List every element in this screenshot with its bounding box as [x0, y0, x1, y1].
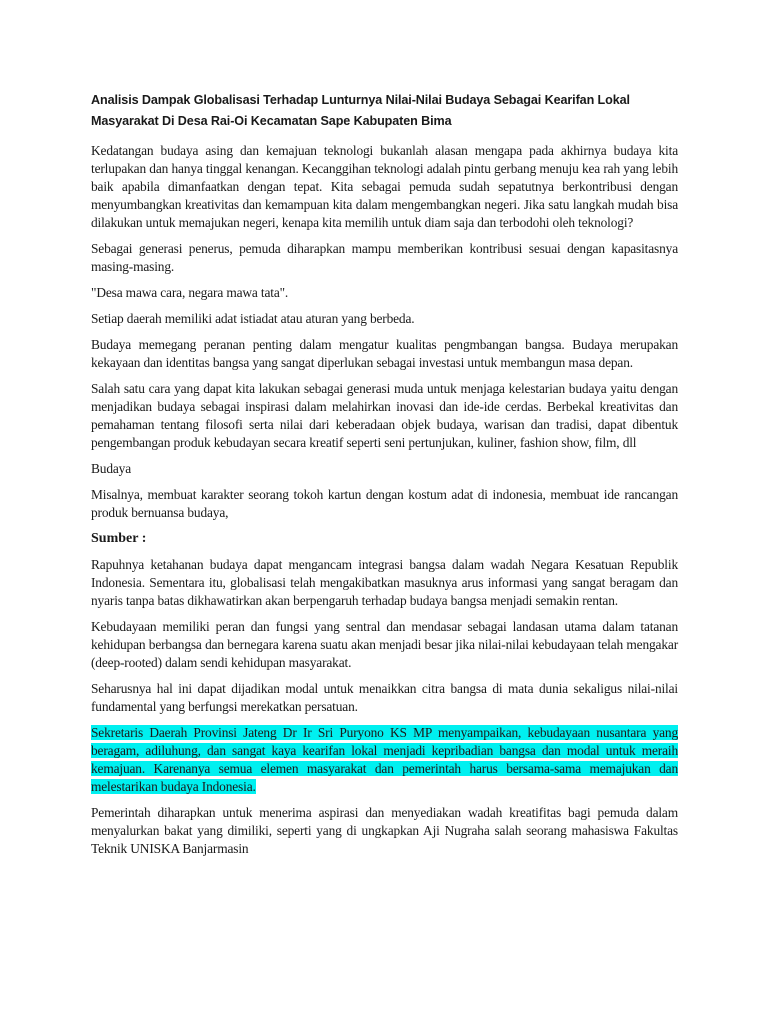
source-paragraph-kebudayaan: Kebudayaan memiliki peran dan fungsi yang sentral dan mendasar sebagai landasan utama dalam tatanan kehidupan berbangsa dan bernegara karena suatu akan menjadi besar jika nilai-nilai kebudayaan telah mengakar (deep-rooted) dalam sendi kehidupan masyarakat. — [91, 619, 678, 670]
paragraph-budaya-label: Budaya — [91, 461, 132, 476]
source-paragraph-ketahanan: Rapuhnya ketahanan budaya dapat mengancam integrasi bangsa dalam wadah Negara Kesatuan Republik Indonesia. Sementara itu, globalisasi telah mengakibatkan masuknya arus informasi yang sangat beragam dan nyaris tanpa batas dikhawatirkan akan berpengaruh terhadap budaya bangsa menjadi semakin rentan. — [91, 557, 678, 608]
paragraph-final: Pemerintah diharapkan untuk menerima aspirasi dan menyediakan wadah kreatifitas bagi pemuda dalam menyalurkan bakat yang dimiliki, seperti yang di ungkapkan Aji Nugraha salah seorang mahasiswa Fakultas Teknik UNISKA Banjarmasin — [91, 805, 678, 856]
paragraph-adat-istiadat: Setiap daerah memiliki adat istiadat atau aturan yang berbeda. — [91, 311, 415, 326]
paragraph-peranan-budaya: Budaya memegang peranan penting dalam mengatur kualitas pengmbangan bangsa. Budaya merupakan kekayaan dan identitas bangsa yang sangat diperlukan sebagai investasi untuk membangun masa depan. — [91, 337, 678, 370]
document-title: Analisis Dampak Globalisasi Terhadap Lunturnya Nilai-Nilai Budaya Sebagai Kearifan Lokal Masyarakat Di Desa Rai-Oi Kecamatan Sape Kabupaten Bima — [91, 93, 630, 128]
paragraph-contoh: Misalnya, membuat karakter seorang tokoh kartun dengan kostum adat di indonesia, membuat ide rancangan produk bernuansa budaya, — [91, 487, 678, 520]
paragraph-quote: "Desa mawa cara, negara mawa tata". — [91, 285, 289, 300]
paragraph-intro: Kedatangan budaya asing dan kemajuan teknologi bukanlah alasan mengapa pada akhirnya budaya kita terlupakan dan hanya tinggal kenangan. Kecanggihan teknologi adalah pintu gerbang menuju kea rah yang lebih baik apabila dimanfaatkan dengan tepat. Kita sebagai pemuda sudah sepatutnya berkontribusi dengan menyumbangkan kreativitas dan kemampuan kita dalam mengembangkan negeri. Jika satu langkah mudah bisa dilakukan untuk memajukan negeri, kenapa kita memilih untuk diam saja dan terbodohi oleh teknologi? — [91, 143, 678, 230]
paragraph-generasi-penerus: Sebagai generasi penerus, pemuda diharapkan mampu memberikan kontribusi sesuai dengan kapasitasnya masing-masing. — [91, 241, 678, 274]
highlighted-text: Sekretaris Daerah Provinsi Jateng Dr Ir Sri Puryono KS MP menyampaikan, kebudayaan nusantara yang beragam, adiluhung, dan sangat kaya kearifan lokal menjadi kepribadian bangsa dan modal untuk meraih kemajuan. Karenanya semua elemen masyarakat dan pemerintah harus bersama-sama memajukan dan melestarikan budaya Indonesia. — [91, 725, 678, 794]
paragraph-menjaga-kelestarian: Salah satu cara yang dapat kita lakukan sebagai generasi muda untuk menjaga kelestarian budaya yaitu dengan menjadikan budaya sebagai inspirasi dalam melahirkan inovasi dan ide-ide cerdas. Berbekal kreativitas dan pemahaman tentang filosofi serta nilai dari keberadaan objek budaya, warisan dan tradisi, dapat dibentuk pengembangan produk kebudayan secara kreatif seperti seni pertunjukan, kuliner, fashion show, film, dll — [91, 381, 678, 450]
sources-heading: Sumber : — [91, 531, 147, 546]
document-page — [91, 90, 678, 866]
source-paragraph-modal: Seharusnya hal ini dapat dijadikan modal untuk menaikkan citra bangsa di mata dunia sekaligus nilai-nilai fundamental yang berfungsi merekatkan persatuan. — [91, 681, 678, 714]
highlighted-paragraph — [91, 724, 678, 796]
